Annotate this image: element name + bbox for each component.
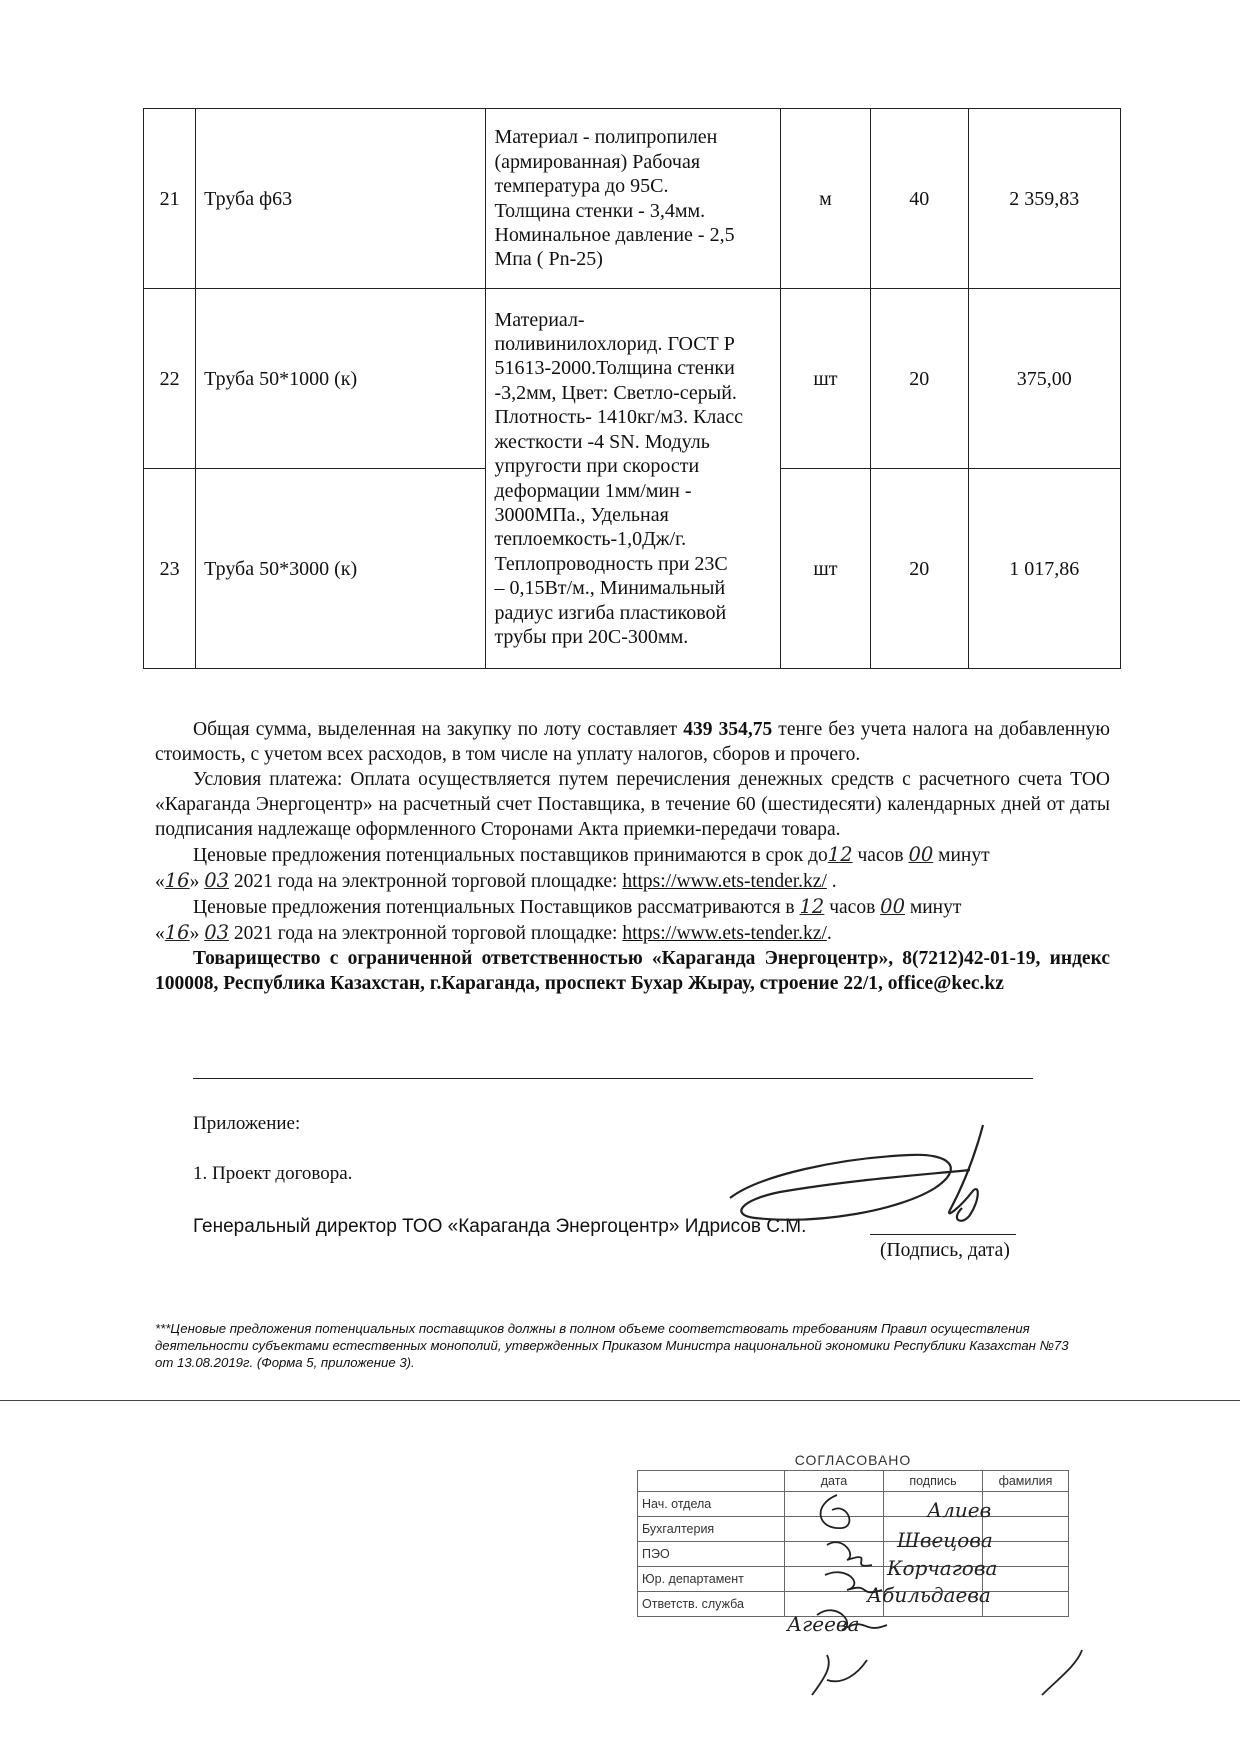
item-unit: шт <box>780 469 870 669</box>
item-name: Труба 50*1000 (к) <box>196 289 486 469</box>
row-number: 21 <box>144 109 196 289</box>
review-paragraph: Ценовые предложения потенциальных Поставщиков рассматриваются в 12 часов 00 минут «16» 03 2021 года на электронной торговой площадке: https://www.ets-tender.kz/. <box>155 895 962 944</box>
divider-line <box>193 1078 1033 1079</box>
table-row <box>144 109 1121 289</box>
item-description: Материал - полипропилен (армированная) Рабочая температура до 95С. Толщина стенки - 3,4мм. Номинальное давление - 2,5 Мпа ( Pn-25) <box>486 109 780 289</box>
item-name: Труба ф63 <box>196 109 486 289</box>
row-number: 22 <box>144 289 196 469</box>
item-description: Материал- поливинилохлорид. ГОСТ Р 51613-2000.Толщина стенки -3,2мм, Цвет: Светло-серый. Плотность- 1410кг/м3. Класс жесткости -4 SN. Модуль упругости при скорости деформации 1мм/мин - 3000МПа., Удельная теплоемкость-1,0Дж/г. Теплопроводность при 23С – 0,15Вт/м., Минимальный радиус изгиба пластиковой трубы при 20С-300мм. <box>486 289 780 669</box>
director-line: Генеральный директор ТОО «Караганда Энергоцентр» Идрисов С.М. <box>193 1216 807 1237</box>
approval-name: Алиев <box>927 1498 992 1522</box>
director-signature-icon <box>700 1120 1020 1230</box>
approval-table: дата подпись фамилия Нач. отдела Бухгалтерия ПЭО Юр. департамент Ответств. служба <box>637 1470 1069 1617</box>
acceptance-paragraph: Ценовые предложения потенциальных поставщиков принимаются в срок до12 часов 00 минут «16» 03 2021 года на электронной торговой площадке: https://www.ets-tender.kz/ . <box>155 843 990 892</box>
payment-paragraph: Условия платежа: Оплата осуществляется путем перечисления денежных средств с расчетного счета ТОО «Караганда Энергоцентр» на расчетный счет Поставщика, в течение 60 (шестидесяти) календарных дней от даты подписания надлежаще оформленного Сторонами Акта приемки-передачи товара. <box>155 769 1110 840</box>
approval-row: Бухгалтерия <box>638 1517 1069 1542</box>
approval-name: Корчагова <box>887 1556 998 1580</box>
page-separator <box>0 1400 1240 1401</box>
item-unit: шт <box>780 289 870 469</box>
item-name: Труба 50*3000 (к) <box>196 469 486 669</box>
item-quantity: 20 <box>871 469 969 669</box>
approval-signatures-icon <box>787 1490 1087 1730</box>
signature-line <box>870 1234 1016 1235</box>
total-amount: 439 354,75 <box>683 719 773 740</box>
annex-item: 1. Проект договора. <box>193 1163 353 1184</box>
approval-name: Агеева <box>787 1612 860 1636</box>
item-quantity: 20 <box>871 289 969 469</box>
item-price: 2 359,83 <box>968 109 1120 289</box>
approval-title: СОГЛАСОВАНО <box>794 1452 912 1468</box>
tender-link[interactable]: https://www.ets-tender.kz/ <box>622 871 827 892</box>
items-table <box>143 108 1121 669</box>
item-price: 1 017,86 <box>968 469 1120 669</box>
tender-link[interactable]: https://www.ets-tender.kz/ <box>622 923 827 944</box>
company-details: Товарищество с ограниченной ответственностью «Караганда Энергоцентр», 8(7212)42-01-19, индекс 100008, Республика Казахстан, г.Караганда, проспект Бухар Жырау, строение 22/1, office@kec.kz <box>155 948 1110 994</box>
approval-row: Нач. отдела <box>638 1492 1069 1517</box>
approval-name: Абильдаева <box>867 1583 991 1607</box>
annex-title: Приложение: <box>193 1113 301 1134</box>
approval-row: Ответств. служба <box>638 1592 1069 1617</box>
item-unit: м <box>780 109 870 289</box>
approval-stamp <box>637 1440 1069 1730</box>
approval-row: ПЭО <box>638 1542 1069 1567</box>
item-price: 375,00 <box>968 289 1120 469</box>
row-number: 23 <box>144 469 196 669</box>
footnote: ***Ценовые предложения потенциальных поставщиков должны в полном объеме соответствовать требованиям Правил осуществления деятельности субъектами естественных монополий, утвержденных Приказом Министра национальной экономики Республики Казахстан №73 от 13.08.2019г. (Форма 5, приложение 3). <box>155 1321 1069 1370</box>
signature-caption: (Подпись, дата) <box>880 1240 1010 1261</box>
approval-row: Юр. департамент <box>638 1567 1069 1592</box>
total-paragraph: Общая сумма, выделенная на закупку по лоту составляет 439 354,75 тенге без учета налога на добавленную стоимость, с учетом всех расходов, в том числе на уплату налогов, сборов и прочего. <box>155 719 1110 765</box>
body-text <box>155 717 1110 996</box>
item-quantity: 40 <box>871 109 969 289</box>
approval-name: Швецова <box>897 1528 993 1552</box>
table-row <box>144 289 1121 469</box>
